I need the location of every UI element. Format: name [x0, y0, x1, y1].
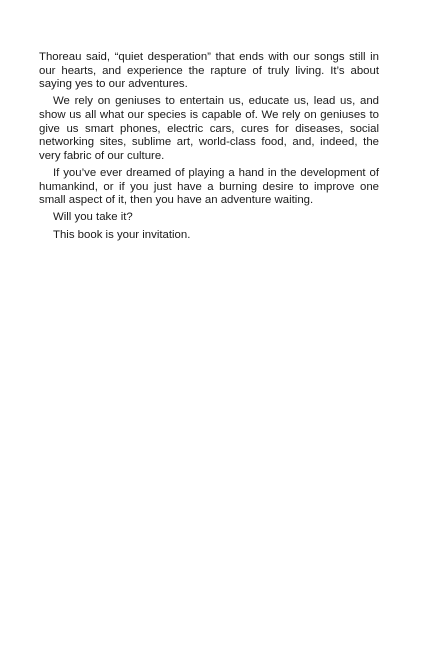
paragraph-question: Will you take it?	[53, 211, 133, 224]
paragraph-thoreau: Thoreau said, “quiet desperation” that ends with our songs still in our hearts, and experience the rapture of truly living. It’s about saying yes to our adventures.	[39, 51, 379, 91]
body-text	[39, 51, 379, 246]
paragraph-geniuses: We rely on geniuses to entertain us, educate us, lead us, and show us all what our species is capable of. We rely on geniuses to give us smart phones, electric cars, cures for diseases, social networking sites, sublime art, world-class food, and, indeed, the very fabric of our culture.	[39, 95, 379, 162]
paragraph-adventure: If you’ve ever dreamed of playing a hand in the development of humankind, or if you just have a burning desire to improve one small aspect of it, then you have an adventure waiting.	[39, 166, 379, 207]
paragraph-invitation: This book is your invitation.	[53, 228, 191, 241]
